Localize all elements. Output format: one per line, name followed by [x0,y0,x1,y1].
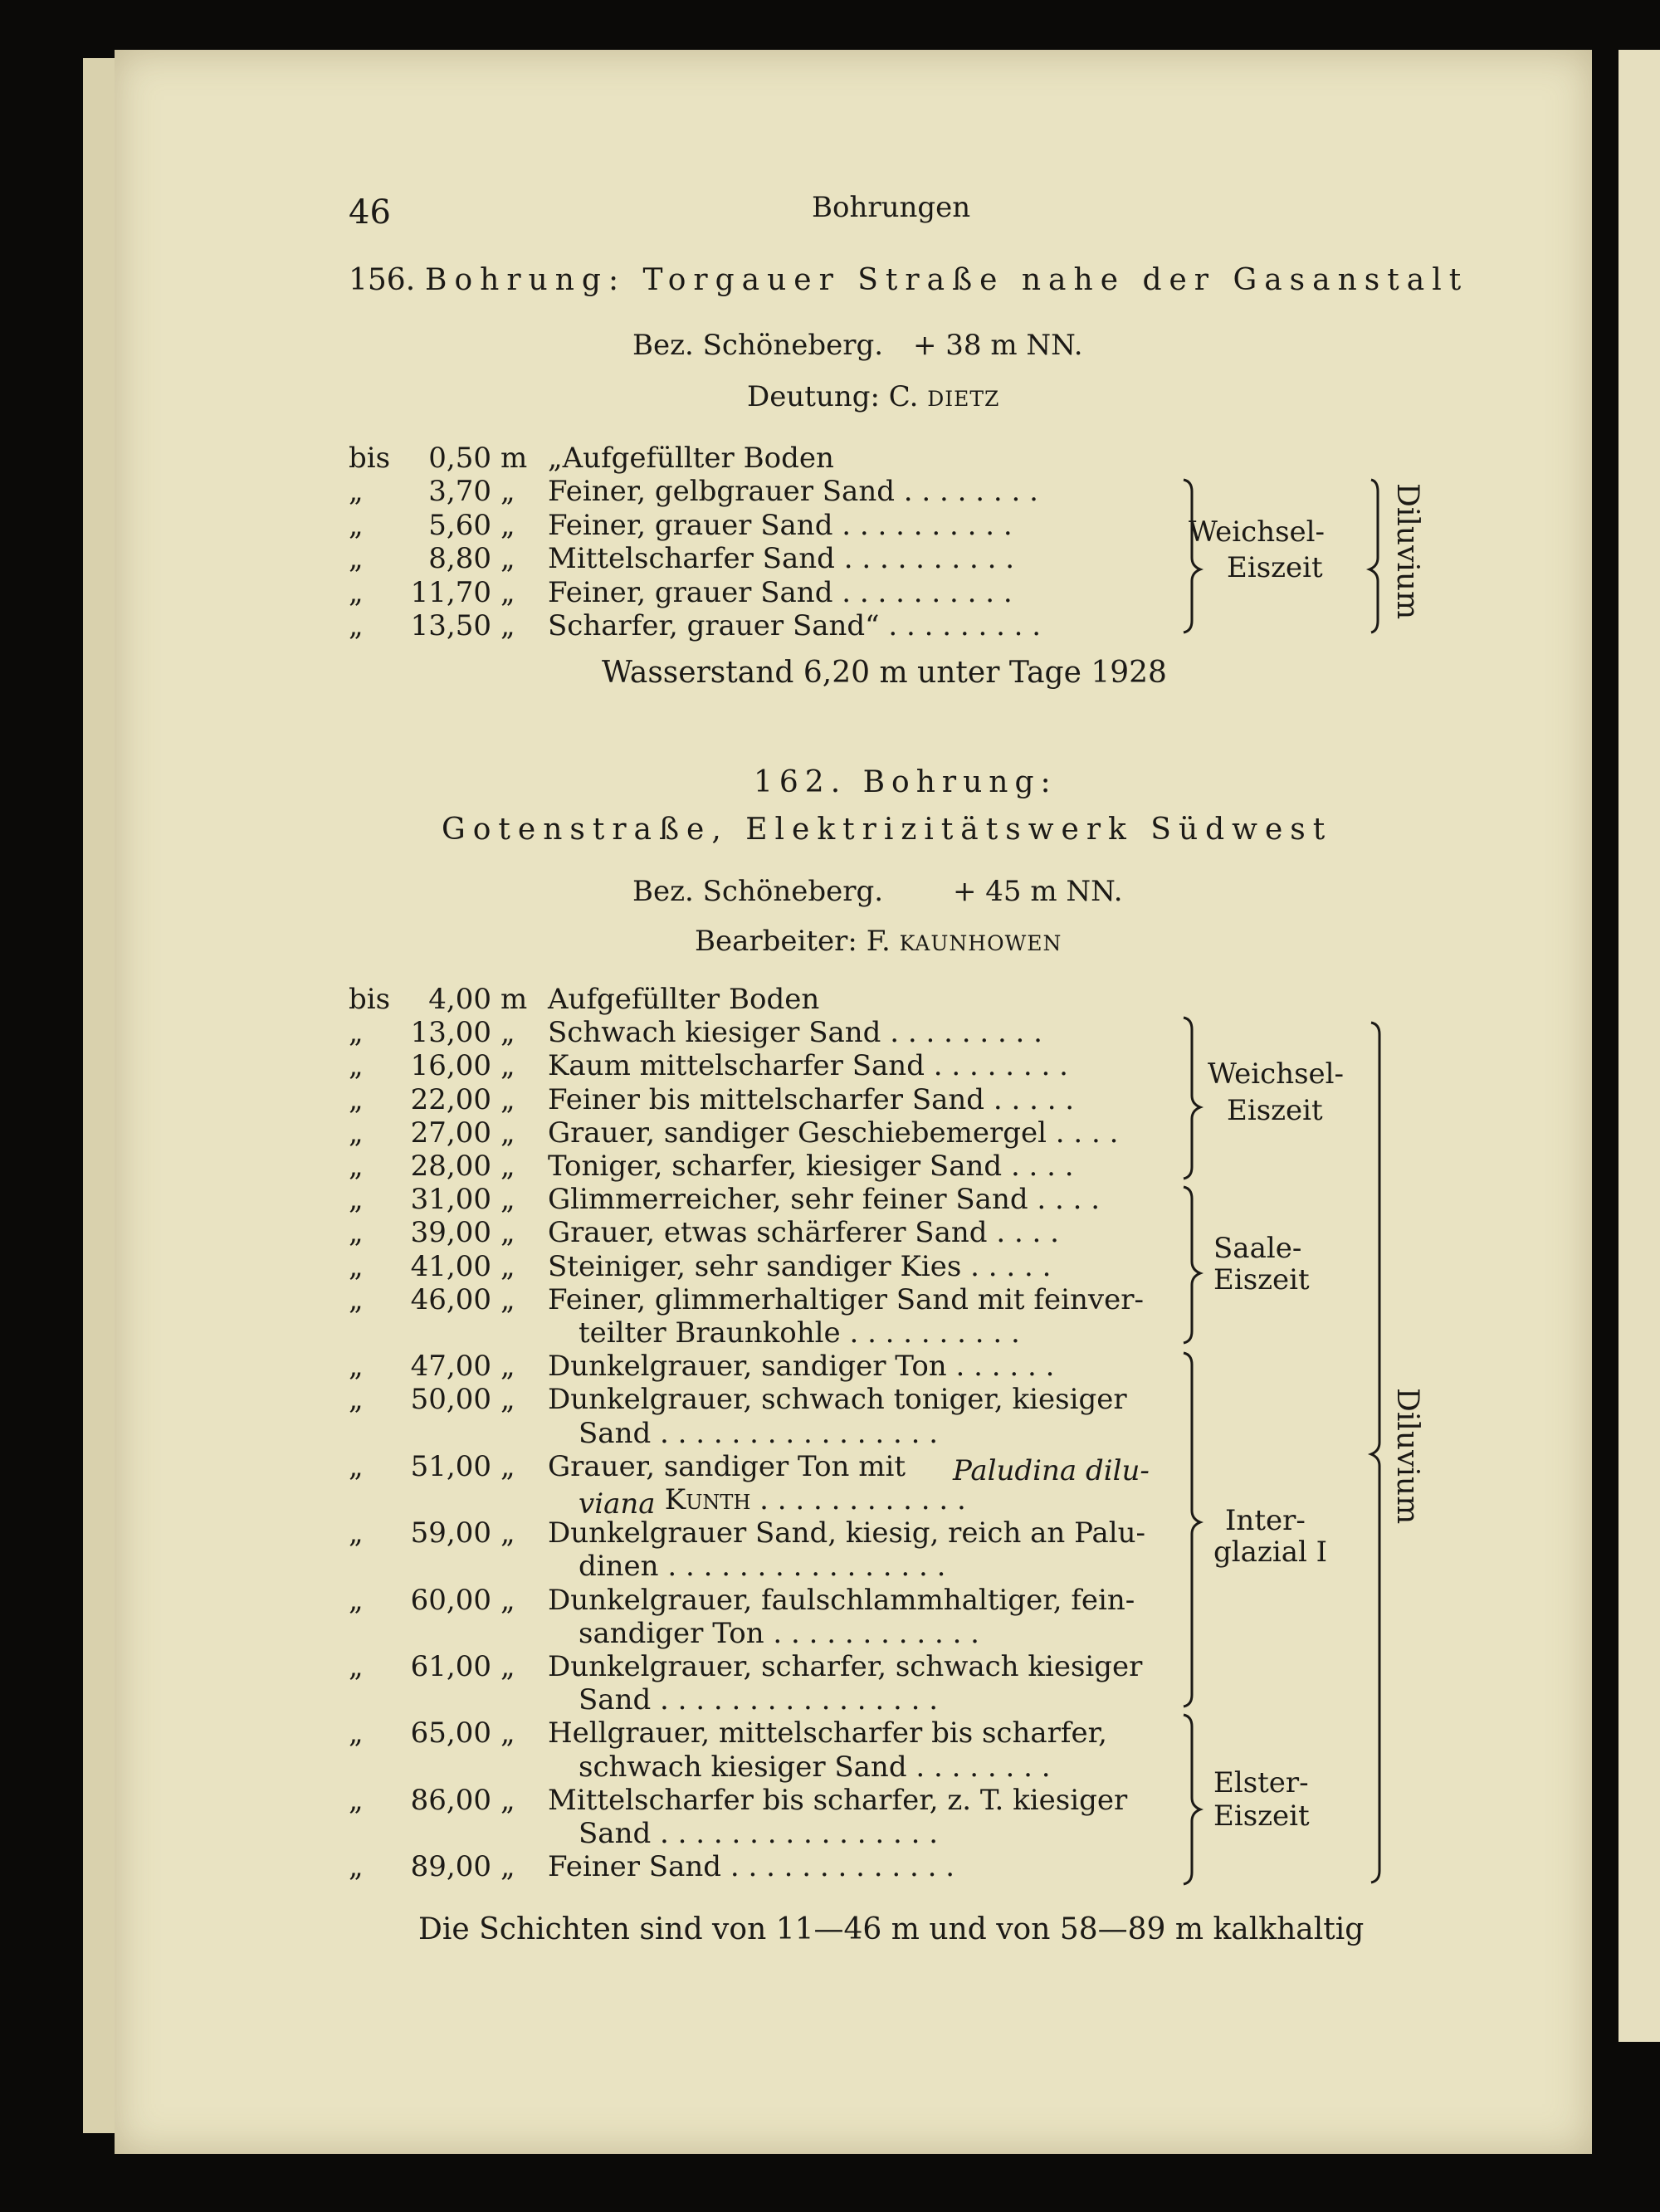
layer-unit: „ [500,1249,515,1283]
interglacial-label-line1: Inter- [1225,1504,1306,1537]
layer-unit: „ [500,475,515,509]
layer-unit: m [500,442,528,475]
weichsel-label-line2: Eiszeit [1227,1094,1323,1127]
boring-162-period: Diluvium [1390,1388,1424,1525]
layer-desc: Feiner, grauer Sand . . . . . . . . . . [548,508,1013,542]
interp-name: DIETZ [927,387,1000,411]
layer-desc: Dunkelgrauer, sandiger Ton . . . . . . [548,1350,1055,1384]
saale-label-line2: Eiszeit [1213,1263,1310,1296]
layer-unit: „ [500,1716,515,1751]
layer-pre: bis [349,442,391,475]
layer-desc: Feiner, gelbgrauer Sand . . . . . . . . [548,475,1038,509]
layer-pre: „ [349,542,364,576]
layer-pre: „ [349,1216,364,1250]
layer-depth: 51,00 [410,1449,491,1483]
layer-desc: Sand . . . . . . . . . . . . . . . . [579,1817,939,1850]
layer-desc: Grauer, sandiger Geschiebemergel . . . . [548,1116,1119,1150]
layer-pre: „ [349,575,364,609]
boring-162-title-line2: Gotenstraße, Elektrizitätswerk Südwest [442,813,1333,847]
boring-156-elevation: + 38 m NN. [913,329,1083,362]
layer-desc: schwach kiesiger Sand . . . . . . . . [579,1750,1051,1784]
layer-desc: Kunth . . . . . . . . . . . . [656,1483,966,1516]
layer-unit: „ [500,1516,515,1550]
layer-desc: Feiner, grauer Sand . . . . . . . . . . [548,575,1013,609]
layer-depth: 47,00 [410,1350,491,1384]
brace-162-interglacial [1184,1353,1200,1707]
layer-pre: bis [349,983,391,1016]
layer-desc: Dunkelgrauer Sand, kiesig, reich an Palu- [548,1516,1146,1550]
layer-pre: „ [349,1383,364,1417]
layer-desc: Steiniger, sehr sandiger Kies . . . . . [548,1249,1052,1283]
boring-156-water-level: Wasserstand 6,20 m unter Tage 1928 [602,656,1167,690]
boring-156-epoch-line1: Weichsel- [1189,515,1326,549]
layer-unit: „ [500,1449,515,1483]
saale-label-line1: Saale- [1213,1232,1302,1265]
layer-depth: 13,00 [410,1016,491,1050]
layer-depth: 22,00 [410,1082,491,1116]
layer-unit: „ [500,1150,515,1183]
layer-pre: „ [349,1049,364,1083]
layer-unit: „ [500,1082,515,1116]
layer-pre: „ [349,1082,364,1116]
layer-desc: Mittelscharfer Sand . . . . . . . . . . [548,542,1015,576]
layer-pre: „ [349,1783,364,1817]
layer-depth: 11,70 [410,575,491,609]
layer-depth: 39,00 [410,1216,491,1250]
layer-desc: Grauer, etwas schärferer Sand . . . . [548,1216,1059,1250]
brace-162-elster [1184,1715,1200,1884]
editor-name: KAUNHOWEN [899,931,1062,955]
boring-156-title: Bohrung: Torgauer Straße nahe der Gasanstalt [425,263,1469,297]
boring-156-epoch-line2: Eiszeit [1227,551,1323,584]
layer-unit: m [500,983,528,1016]
layer-unit: „ [500,1650,515,1683]
boring-162-footer-note: Die Schichten sind von 11—46 m und von 58—89 m kalkhaltig [418,1912,1365,1946]
brace-162-diluvium [1371,1023,1379,1882]
layer-unit: „ [500,1216,515,1250]
layer-pre: „ [349,1716,364,1751]
layer-depth: 89,00 [410,1850,491,1884]
running-head: Bohrungen [812,191,971,224]
layer-desc: sandiger Ton . . . . . . . . . . . . [579,1616,979,1650]
layer-pre: „ [349,1116,364,1150]
page-number: 46 [349,193,391,232]
layer-desc: Sand . . . . . . . . . . . . . . . . [579,1416,939,1450]
layer-desc: Sand . . . . . . . . . . . . . . . . [579,1683,939,1717]
layer-desc: Grauer, sandiger Ton mit [548,1449,906,1483]
layer-depth: 27,00 [410,1116,491,1150]
layer-unit: „ [500,1783,515,1817]
boring-156-district: Bez. Schöneberg. [632,329,884,362]
layer-pre: „ [349,1150,364,1183]
layer-depth: 5,60 [428,508,491,542]
layer-depth: 50,00 [410,1383,491,1417]
layer-desc: Feiner Sand . . . . . . . . . . . . . [548,1850,955,1884]
layer-desc: Feiner bis mittelscharfer Sand . . . . . [548,1082,1075,1116]
layer-desc: Aufgefüllter Boden [548,983,820,1016]
layer-unit: „ [500,1583,515,1617]
layer-pre: „ [349,475,364,509]
species-name-part2: viana [579,1487,656,1521]
layer-unit: „ [500,542,515,576]
layer-depth: 8,80 [428,542,491,576]
layer-pre: „ [349,508,364,542]
layer-depth: 3,70 [428,475,491,509]
layer-pre: „ [349,609,364,642]
layer-desc: Scharfer, grauer Sand“ . . . . . . . . . [548,609,1042,642]
layer-depth: 86,00 [410,1783,491,1817]
elster-label-line1: Elster- [1213,1766,1309,1799]
boring-162-district: Bez. Schöneberg. [632,875,884,908]
layer-depth: 46,00 [410,1282,491,1316]
elster-label-line2: Eiszeit [1213,1799,1310,1833]
layer-unit: „ [500,1049,515,1083]
layer-depth: 16,00 [410,1049,491,1083]
layer-unit: „ [500,1850,515,1884]
boring-156-number: 156. [349,263,416,297]
species-name-part1: Paludina dilu- [953,1454,1150,1487]
layer-desc: Kaum mittelscharfer Sand . . . . . . . . [548,1049,1068,1083]
layer-unit: „ [500,508,515,542]
boring-162-elevation: + 45 m NN. [953,875,1123,908]
layer-depth: 31,00 [410,1183,491,1217]
layer-depth: 61,00 [410,1650,491,1683]
layer-unit: „ [500,1183,515,1217]
layer-depth: 59,00 [410,1516,491,1550]
layer-pre: „ [349,1016,364,1050]
layer-desc: Toniger, scharfer, kiesiger Sand . . . . [548,1150,1074,1183]
brace-156-diluvium [1370,480,1378,632]
layer-pre: „ [349,1282,364,1316]
brace-156-weichsel [1184,480,1200,632]
layer-unit: „ [500,1116,515,1150]
layer-desc: dinen . . . . . . . . . . . . . . . . [579,1550,946,1584]
boring-156-period: Diluvium [1390,483,1424,620]
layer-desc: Mittelscharfer bis scharfer, z. T. kiesiger [548,1783,1128,1817]
layer-desc: „Aufgefüllter Boden [548,442,834,475]
layer-depth: 4,00 [428,983,491,1016]
layer-depth: 13,50 [410,609,491,642]
layer-depth: 60,00 [410,1583,491,1617]
layer-unit: „ [500,1282,515,1316]
layer-depth: 41,00 [410,1249,491,1283]
layer-pre: „ [349,1583,364,1617]
interp-label: Deutung: C. [747,380,919,413]
layer-depth: 65,00 [410,1716,491,1751]
layer-unit: „ [500,575,515,609]
layer-pre: „ [349,1516,364,1550]
layer-desc: Dunkelgrauer, scharfer, schwach kiesiger [548,1650,1143,1683]
layer-unit: „ [500,1016,515,1050]
layer-unit: „ [500,1350,515,1384]
layer-desc: Hellgrauer, mittelscharfer bis scharfer, [548,1716,1107,1751]
layer-desc: Glimmerreicher, sehr feiner Sand . . . . [548,1183,1101,1217]
weichsel-label-line1: Weichsel- [1208,1057,1345,1091]
layer-unit: „ [500,609,515,642]
layer-depth: 28,00 [410,1150,491,1183]
layer-depth: 0,50 [428,442,491,475]
layer-pre: „ [349,1350,364,1384]
brace-162-weichsel [1184,1018,1200,1179]
layer-pre: „ [349,1249,364,1283]
layer-unit: „ [500,1383,515,1417]
layer-pre: „ [349,1449,364,1483]
brace-162-saale [1184,1187,1200,1343]
layer-pre: „ [349,1850,364,1884]
layer-pre: „ [349,1183,364,1217]
layer-desc: teilter Braunkohle . . . . . . . . . . [579,1316,1020,1350]
layer-desc: Dunkelgrauer, schwach toniger, kiesiger [548,1383,1127,1417]
interglacial-label-line2: glazial I [1213,1536,1328,1569]
layer-pre: „ [349,1650,364,1683]
boring-162-title-line1: 162. Bohrung: [754,765,1057,799]
layer-desc: Schwach kiesiger Sand . . . . . . . . . [548,1016,1042,1050]
layer-desc: Feiner, glimmerhaltiger Sand mit feinver- [548,1282,1144,1316]
layer-desc: Dunkelgrauer, faulschlammhaltiger, fein- [548,1583,1135,1617]
editor-label: Bearbeiter: F. [695,925,891,958]
